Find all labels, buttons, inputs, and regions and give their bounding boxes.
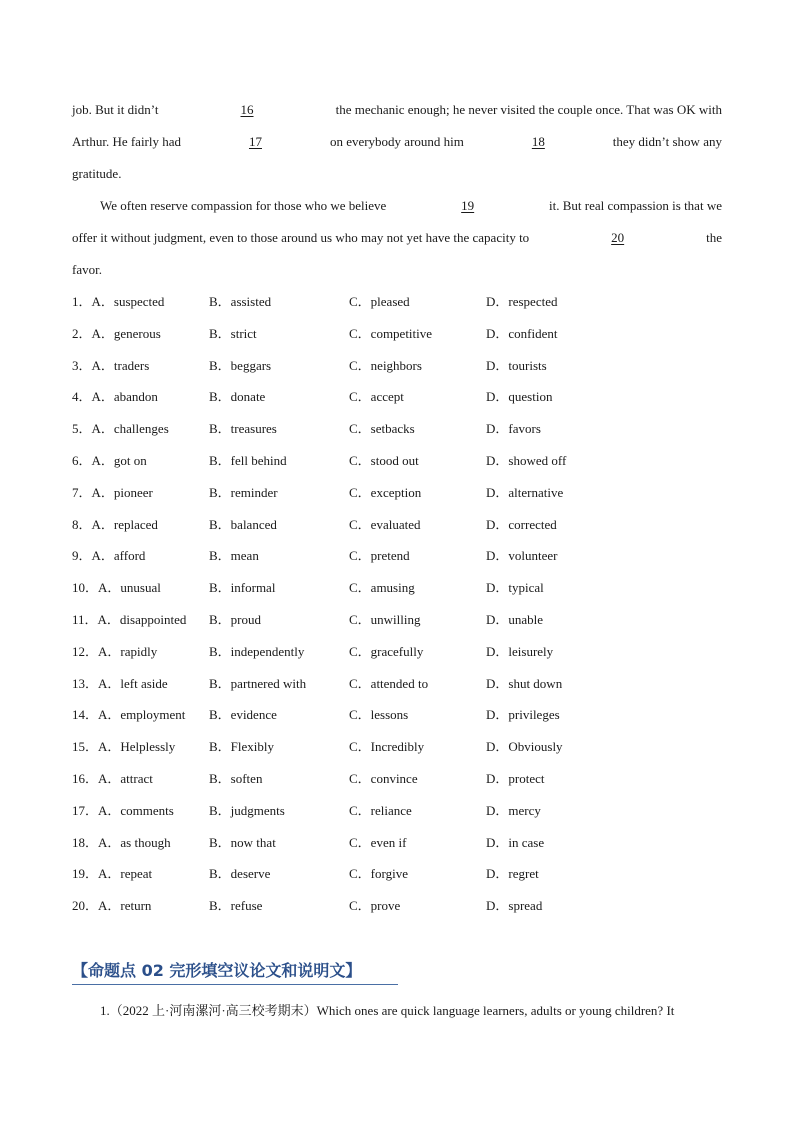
option-a: left aside <box>120 675 168 691</box>
option-number: 16．A． <box>72 770 121 786</box>
option-d: D．showed off <box>486 452 567 468</box>
passage-text: on everybody around him <box>329 134 464 149</box>
option-a: afford <box>113 548 146 564</box>
option-b: B．assisted <box>209 294 272 309</box>
option-number-and-a <box>72 318 161 350</box>
option-row-1 <box>72 286 692 318</box>
option-c: C．exception <box>349 484 422 500</box>
option-d: D．tourists <box>486 357 547 373</box>
option-b: B．evidence <box>209 707 277 723</box>
option-c: C．neighbors <box>349 357 422 373</box>
option-number: 12．A． <box>72 643 121 659</box>
option-number-and-a <box>72 350 149 382</box>
passage-paragraph <box>72 94 722 286</box>
passage-text: the mechanic enough; he never visited the couple once. That was OK with <box>335 102 722 117</box>
option-b: B．strict <box>209 325 257 341</box>
option-c: C．reliance <box>349 802 412 818</box>
option-number: 19．A． <box>72 866 121 882</box>
option-number: 2．A． <box>72 325 114 341</box>
passage-line <box>72 158 722 190</box>
option-number: 9．A． <box>72 548 114 564</box>
option-b: B．Flexibly <box>209 739 275 755</box>
option-row-5 <box>72 413 692 445</box>
option-a: rapidly <box>120 643 158 659</box>
option-d: D．respected <box>486 294 558 309</box>
option-d: D．regret <box>486 866 539 882</box>
option-a: traders <box>113 357 150 373</box>
option-a: challenges <box>113 421 169 437</box>
option-a: pioneer <box>113 484 153 500</box>
option-number: 18．A． <box>72 834 121 850</box>
option-b: B．informal <box>209 580 276 596</box>
passage-line <box>72 190 722 222</box>
passage-text: gratitude. <box>72 166 122 181</box>
option-d: D．in case <box>486 834 545 850</box>
option-c: C．pleased <box>349 294 410 309</box>
option-number-and-a <box>72 445 147 477</box>
next-question-text: 1.（2022 上·河南漯河·高三校考期末）Which ones are quick language learners, adults or young children? It <box>100 1003 675 1018</box>
option-row-11 <box>72 604 692 636</box>
option-number-and-a <box>72 381 158 413</box>
option-b: B．treasures <box>209 421 277 437</box>
option-b: B．reminder <box>209 484 278 500</box>
option-row-19 <box>72 858 692 890</box>
option-a: employment <box>120 707 186 723</box>
passage-text: We often reserve compassion for those who we believe <box>100 198 387 213</box>
option-d: D．privileges <box>486 707 560 723</box>
option-number-and-a <box>72 795 174 827</box>
answer-options-list <box>72 286 692 922</box>
option-a: return <box>120 898 152 914</box>
option-c: C．convince <box>349 770 418 786</box>
answer-blank-16: 16 <box>240 102 254 117</box>
option-a: got on <box>113 452 147 468</box>
option-number-and-a <box>72 890 151 922</box>
option-c: C．accept <box>349 389 404 405</box>
option-d: D．favors <box>486 421 541 437</box>
option-c: C．evaluated <box>349 516 421 532</box>
answer-blank-17: 17 <box>248 134 262 149</box>
option-number-and-a <box>72 763 153 795</box>
option-number: 7．A． <box>72 484 114 500</box>
option-c: C．attended to <box>349 675 429 691</box>
option-row-3 <box>72 350 692 382</box>
option-c: C．setbacks <box>349 421 415 437</box>
option-c: C．pretend <box>349 548 410 564</box>
option-b: B．mean <box>209 548 259 564</box>
option-b: B．independently <box>209 643 305 659</box>
option-d: D．shut down <box>486 675 563 691</box>
option-c: C．prove <box>349 898 401 914</box>
option-row-16 <box>72 763 692 795</box>
option-d: D．confident <box>486 325 558 341</box>
option-number: 5．A． <box>72 421 114 437</box>
option-b: B．donate <box>209 389 266 405</box>
option-number: 6．A． <box>72 452 114 468</box>
option-c: C．even if <box>349 834 407 850</box>
option-a: Helplessly <box>120 739 176 755</box>
option-row-4 <box>72 381 692 413</box>
option-number-and-a <box>72 604 186 636</box>
option-number: 10．A． <box>72 580 121 596</box>
option-d: D．unable <box>486 611 544 627</box>
option-d: D．typical <box>486 580 544 596</box>
option-d: D．spread <box>486 898 543 914</box>
passage-line <box>72 222 722 254</box>
option-number-and-a <box>72 858 152 890</box>
option-number: 15．A． <box>72 739 121 755</box>
option-number-and-a <box>72 477 153 509</box>
option-c: C．gracefully <box>349 643 424 659</box>
option-a: abandon <box>113 389 158 405</box>
option-row-18 <box>72 827 692 859</box>
option-b: B．fell behind <box>209 452 287 468</box>
option-a: comments <box>120 802 174 818</box>
option-d: D．leisurely <box>486 643 554 659</box>
option-a: unusual <box>120 580 161 596</box>
option-d: D．alternative <box>486 484 564 500</box>
passage-text: favor. <box>72 262 102 277</box>
option-number: 13．A． <box>72 675 121 691</box>
option-number: 1．A． <box>72 294 114 309</box>
option-d: D．corrected <box>486 516 557 532</box>
option-d: D．protect <box>486 770 545 786</box>
passage-text: it. But real compassion is that we <box>549 198 722 213</box>
passage-text: Arthur. He fairly had <box>72 134 182 149</box>
option-number: 14．A． <box>72 707 121 723</box>
option-c: C．lessons <box>349 707 409 723</box>
option-b: B．refuse <box>209 898 263 914</box>
option-c: C．stood out <box>349 452 419 468</box>
option-a: replaced <box>113 516 158 532</box>
option-row-20 <box>72 890 692 922</box>
option-row-14 <box>72 699 692 731</box>
option-number-and-a <box>72 699 185 731</box>
option-d: D．mercy <box>486 802 541 818</box>
option-number: 4．A． <box>72 389 114 405</box>
passage-text: they didn’t show any <box>612 134 722 149</box>
option-number-and-a <box>72 636 157 668</box>
option-a: suspected <box>113 294 165 309</box>
option-c: C．forgive <box>349 866 408 882</box>
passage-text: the <box>706 230 722 245</box>
option-number: 8．A． <box>72 516 114 532</box>
option-row-9 <box>72 540 692 572</box>
option-row-2 <box>72 318 692 350</box>
option-c: C．unwilling <box>349 611 421 627</box>
option-c: C．competitive <box>349 325 433 341</box>
option-b: B．now that <box>209 834 276 850</box>
option-row-12 <box>72 636 692 668</box>
option-b: B．soften <box>209 770 263 786</box>
passage-text: offer it without judgment, even to those around us who may not yet have the capacity to <box>72 230 530 245</box>
option-b: B．partnered with <box>209 675 307 691</box>
option-a: disappointed <box>119 611 187 627</box>
option-row-6 <box>72 445 692 477</box>
option-number: 3．A． <box>72 357 114 373</box>
section-title: 【命题点 02 完形填空议论文和说明文】 <box>72 958 398 985</box>
option-number-and-a <box>72 731 175 763</box>
option-row-13 <box>72 668 692 700</box>
option-number: 11．A． <box>72 611 120 627</box>
option-row-8 <box>72 509 692 541</box>
option-number-and-a <box>72 509 158 541</box>
option-b: B．beggars <box>209 357 272 373</box>
option-number-and-a <box>72 286 164 318</box>
option-row-10 <box>72 572 692 604</box>
option-number-and-a <box>72 668 168 700</box>
option-number-and-a <box>72 572 161 604</box>
option-d: D．Obviously <box>486 739 563 755</box>
option-a: attract <box>120 770 153 786</box>
answer-blank-19: 19 <box>461 198 475 213</box>
answer-blank-18: 18 <box>531 134 545 149</box>
option-row-7 <box>72 477 692 509</box>
option-b: B．proud <box>209 611 262 627</box>
option-number-and-a <box>72 413 169 445</box>
passage-line <box>72 254 722 286</box>
option-a: generous <box>113 325 161 341</box>
option-b: B．judgments <box>209 802 285 818</box>
passage-text: job. But it didn’t <box>72 102 159 117</box>
option-number-and-a <box>72 827 171 859</box>
option-a: repeat <box>120 866 153 882</box>
option-b: B．balanced <box>209 516 277 532</box>
option-c: C．amusing <box>349 580 415 596</box>
option-d: D．volunteer <box>486 548 558 564</box>
option-b: B．deserve <box>209 866 271 882</box>
answer-blank-20: 20 <box>611 230 625 245</box>
option-c: C．Incredibly <box>349 739 425 755</box>
option-number: 20．A． <box>72 898 121 914</box>
option-row-17 <box>72 795 692 827</box>
option-a: as though <box>120 834 171 850</box>
option-d: D．question <box>486 389 553 405</box>
option-row-15 <box>72 731 692 763</box>
passage-line <box>72 94 722 126</box>
option-number-and-a <box>72 540 145 572</box>
option-number: 17．A． <box>72 802 121 818</box>
passage-line <box>72 126 722 158</box>
